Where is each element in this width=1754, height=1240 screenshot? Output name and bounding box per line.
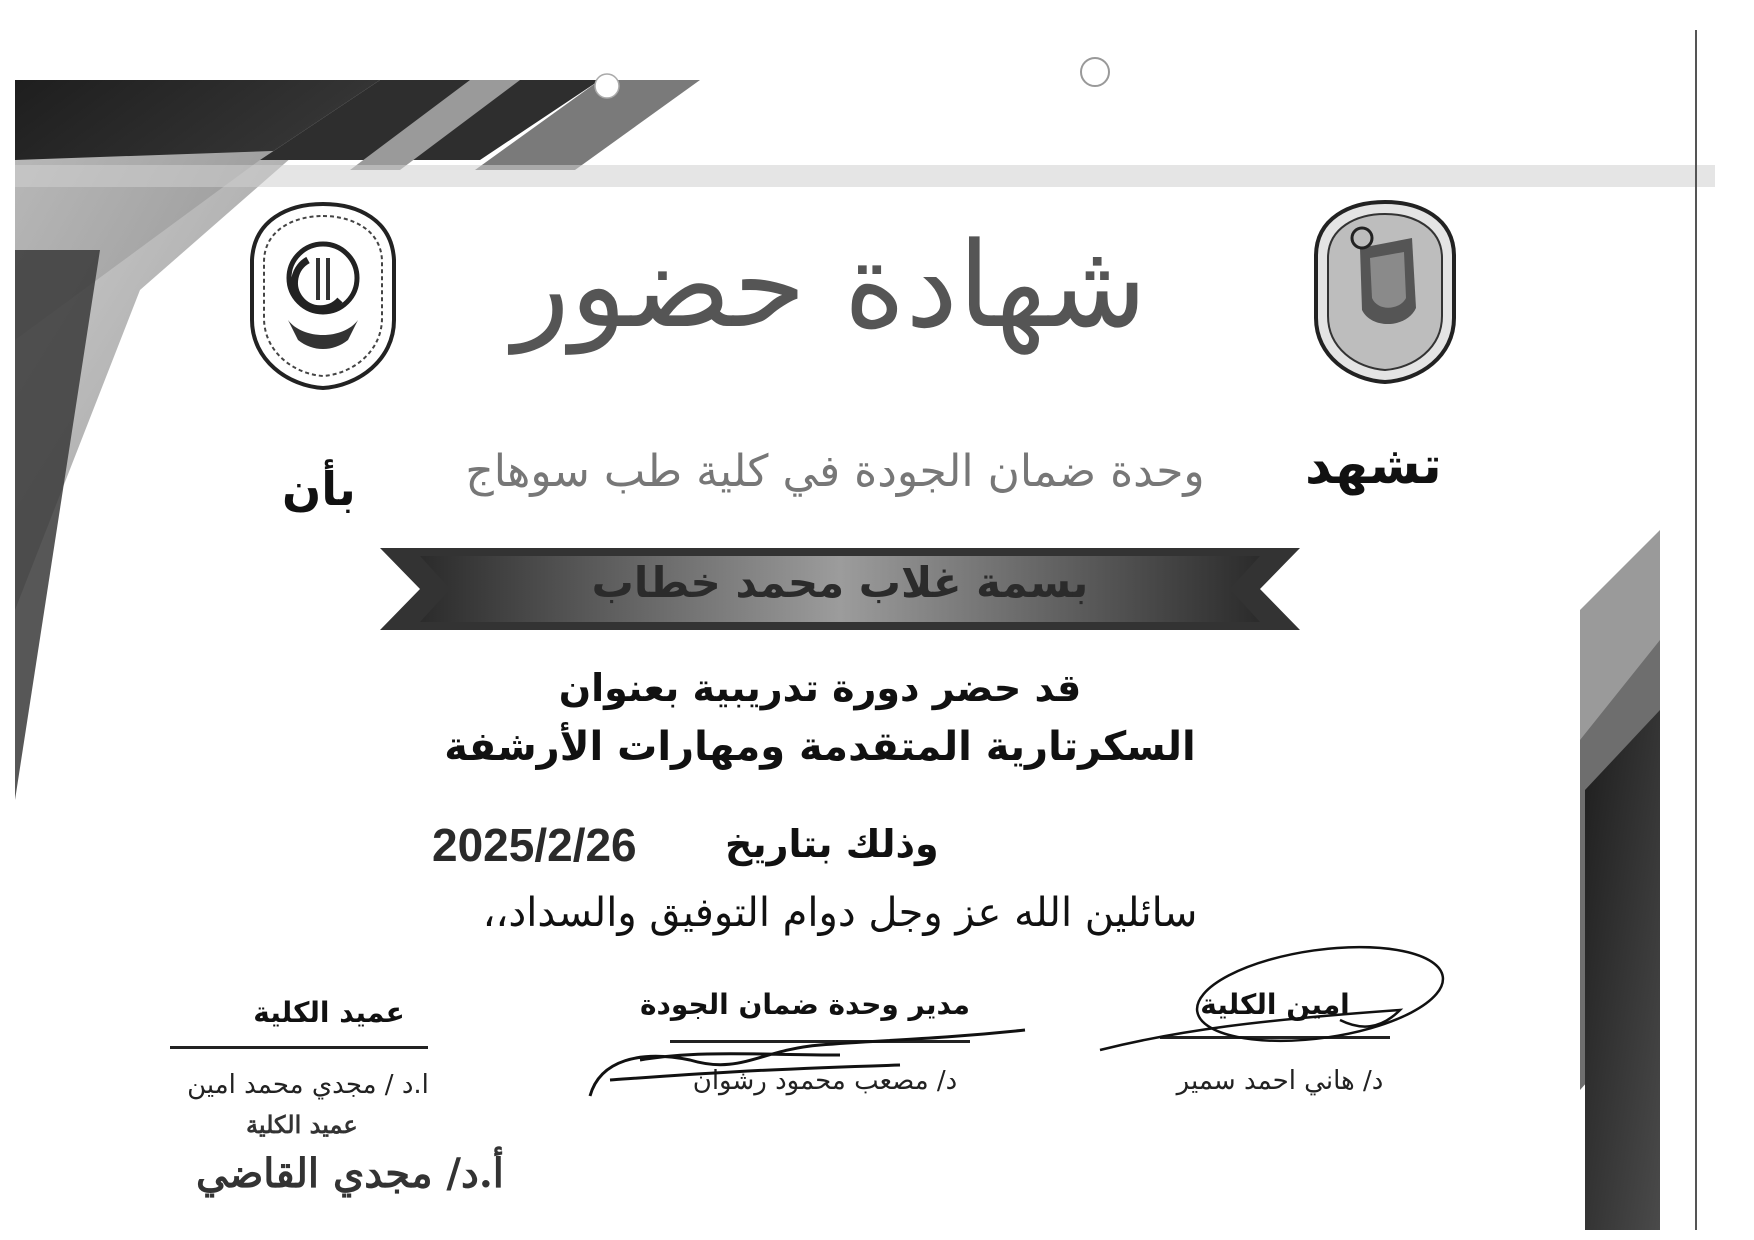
- quality-director-name: د/ مصعب محمود رشوان: [692, 1066, 958, 1096]
- certificate-title: شهادة حضور: [512, 216, 1148, 354]
- attended-line: قد حضر دورة تدريبية بعنوان: [558, 666, 1082, 710]
- punch-hole: [1081, 58, 1109, 86]
- faculty-seal-icon: [248, 200, 398, 390]
- recipient-name: بسمة غلاب محمد خطاب: [591, 558, 1089, 607]
- quality-director-signature-line: [670, 1040, 970, 1043]
- secretary-signature-line: [1160, 1036, 1390, 1039]
- course-title: السكرتارية المتقدمة ومهارات الأرشفة: [444, 724, 1196, 770]
- dean-title: عميد الكلية: [253, 996, 405, 1029]
- secretary-title: امين الكلية: [1200, 988, 1350, 1021]
- dean-stamp-line1: عميد الكلية: [246, 1110, 358, 1139]
- closing-prayer: سائلين الله عز وجل دوام التوفيق والسداد،،: [482, 890, 1198, 936]
- issuer-name: وحدة ضمان الجودة في كلية طب سوهاج: [465, 446, 1205, 497]
- dean-signature-line: [170, 1046, 428, 1049]
- university-seal-icon: [1312, 198, 1458, 384]
- top-texture: [15, 165, 1715, 187]
- date-value: 2025/2/26: [432, 819, 637, 871]
- quality-director-title: مدير وحدة ضمان الجودة: [640, 988, 970, 1021]
- dean-name: ا.د / مجدي محمد امين: [187, 1070, 429, 1100]
- that-label: بأن: [282, 462, 356, 516]
- secretary-name: د/ هاني احمد سمير: [1176, 1066, 1384, 1096]
- date-label: وذلك بتاريخ: [725, 822, 939, 866]
- dean-stamp-line2: أ.د/ مجدي القاضي: [196, 1150, 504, 1197]
- witness-label: تشهد: [1305, 436, 1442, 496]
- left-lower-band: [15, 250, 100, 800]
- punch-hole-left: [595, 74, 619, 98]
- right-dark-band: [1585, 710, 1660, 1230]
- right-edge-line: [1695, 30, 1697, 1230]
